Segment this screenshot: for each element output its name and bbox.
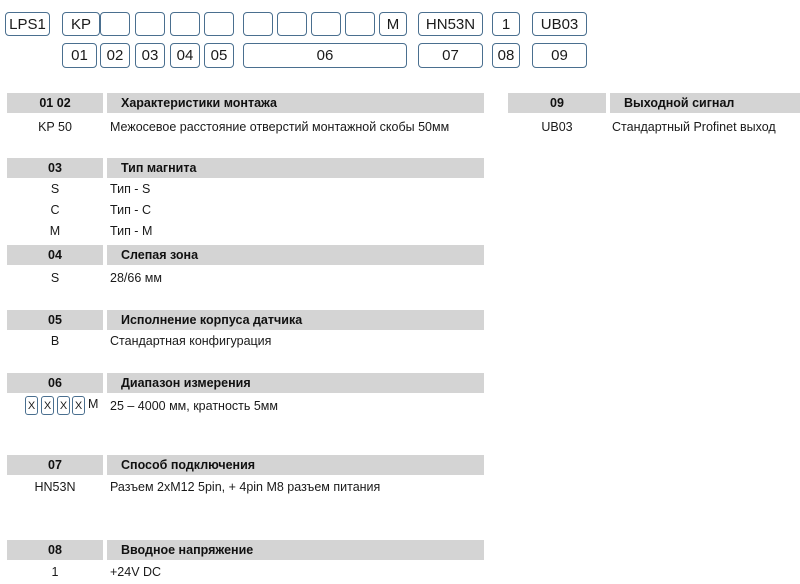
code-box-deadzone <box>170 12 200 36</box>
code-box-connection: HN53N <box>418 12 483 36</box>
option-code: B <box>50 334 60 348</box>
section-title: Слепая зона <box>107 245 484 265</box>
section-code: 04 <box>7 245 103 265</box>
code-box-range-3 <box>311 12 341 36</box>
option-code: KP 50 <box>38 120 72 134</box>
section-title: Диапазон измерения <box>107 373 484 393</box>
range-digit-box: X <box>57 396 70 415</box>
option-code: M <box>49 224 61 238</box>
code-box-voltage: 1 <box>492 12 520 36</box>
section-code: 08 <box>7 540 103 560</box>
code-box-output: UB03 <box>532 12 587 36</box>
section-title: Характеристики монтажа <box>107 93 484 113</box>
code-box-range-unit: M <box>379 12 407 36</box>
range-digit-box: X <box>41 396 54 415</box>
index-box-05: 05 <box>204 43 234 68</box>
range-digit-box: X <box>25 396 38 415</box>
index-box-09: 09 <box>532 43 587 68</box>
option-desc: Стандартный Profinet выход <box>612 120 776 134</box>
option-code: 1 <box>51 565 59 579</box>
section-code: 05 <box>7 310 103 330</box>
option-desc: Тип - S <box>110 182 151 196</box>
section-code: 06 <box>7 373 103 393</box>
option-code: UB03 <box>541 120 573 134</box>
code-box-range-1 <box>243 12 273 36</box>
section-code: 03 <box>7 158 103 178</box>
index-box-07: 07 <box>418 43 483 68</box>
index-box-01: 01 <box>62 43 97 68</box>
code-box-magnet <box>135 12 165 36</box>
option-desc: Разъем 2xM12 5pin, + 4pin M8 разъем питания <box>110 480 381 494</box>
section-title: Вводное напряжение <box>107 540 484 560</box>
code-box-mount-2 <box>100 12 130 36</box>
index-box-04: 04 <box>170 43 200 68</box>
option-desc: 28/66 мм <box>110 271 162 285</box>
option-desc: +24V DC <box>110 565 162 579</box>
option-desc: Межосевое расстояние отверстий монтажной скобы 50мм <box>110 120 450 134</box>
index-box-08: 08 <box>492 43 520 68</box>
option-desc: Стандартная конфигурация <box>110 334 272 348</box>
code-box-range-2 <box>277 12 307 36</box>
option-code: S <box>50 182 60 196</box>
section-title: Тип магнита <box>107 158 484 178</box>
option-desc: Тип - C <box>110 203 151 217</box>
section-title: Исполнение корпуса датчика <box>107 310 484 330</box>
option-desc: 25 – 4000 мм, кратность 5мм <box>110 399 278 413</box>
code-box-mount: KP <box>62 12 100 36</box>
section-title: Выходной сигнал <box>610 93 800 113</box>
index-box-06: 06 <box>243 43 407 68</box>
index-box-02: 02 <box>100 43 130 68</box>
section-code: 07 <box>7 455 103 475</box>
section-title: Способ подключения <box>107 455 484 475</box>
section-code: 09 <box>508 93 606 113</box>
code-box-housing <box>204 12 234 36</box>
code-box-prefix: LPS1 <box>5 12 50 36</box>
option-code: HN53N <box>34 480 76 494</box>
option-code: S <box>50 271 60 285</box>
code-box-range-4 <box>345 12 375 36</box>
option-desc: Тип - M <box>110 224 153 238</box>
range-digit-box: X <box>72 396 85 415</box>
section-code: 01 02 <box>7 93 103 113</box>
option-code: C <box>50 203 60 217</box>
index-box-03: 03 <box>135 43 165 68</box>
range-unit: M <box>88 397 99 411</box>
